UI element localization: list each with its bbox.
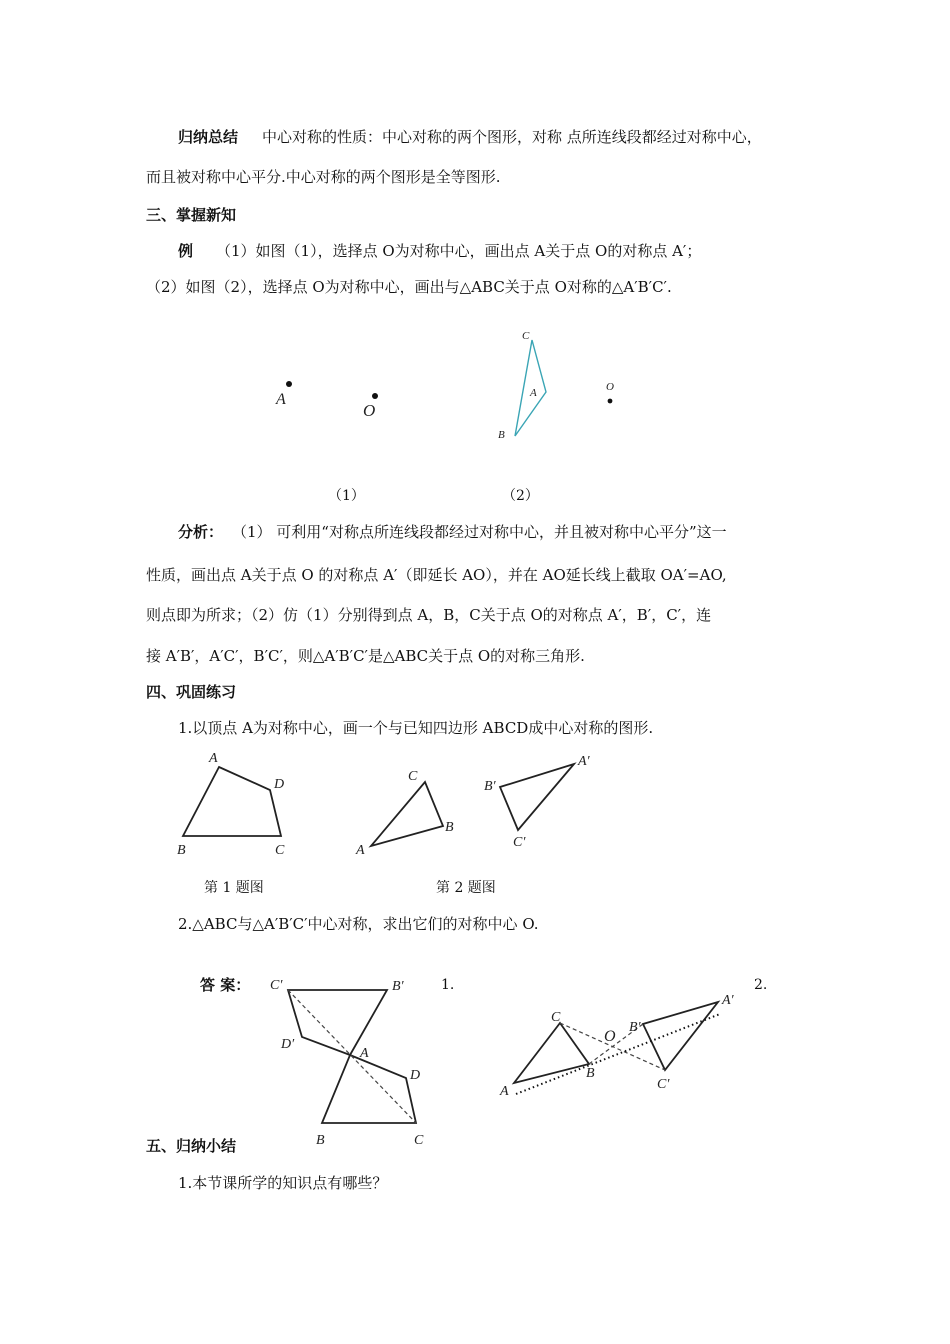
label-b: B (316, 1133, 325, 1148)
label-c1: C′ (270, 978, 283, 993)
label-a: A (276, 391, 286, 408)
exercise-1: 1.以顶点 A为对称中心，画一个与已知四边形 ABCD成中心对称的图形. (178, 719, 654, 737)
label-d: D (274, 777, 285, 792)
answer-figure-1 (270, 978, 424, 1148)
section-4-heading: 四、巩固练习 (146, 683, 237, 701)
label-c: C (275, 843, 285, 858)
label-a: A (209, 751, 218, 766)
reflected-quadrilateral (288, 990, 387, 1055)
summary-label: 归纳总结 (178, 128, 239, 146)
label-a: A (360, 1046, 369, 1061)
example-line-1: （1）如图（1），选择点 O为对称中心，画出点 A关于点 O的对称点 A′； (216, 242, 702, 260)
label-c: C (414, 1133, 424, 1148)
label-a: A (500, 1084, 509, 1099)
exercise-caption-1: 第 1 题图 (204, 880, 264, 896)
analysis-line-1: （1） 可利用“对称点所连线段都经过对称中心，并且被对称中心平分”这一 (232, 523, 727, 541)
analysis-line-2: 性质，画出点 A关于点 O 的对称点 A′（即延长 AO），并在 AO延长线上截取 OA′=AO, (146, 566, 727, 584)
label-o: O (604, 1028, 616, 1045)
figure-caption-1: （1） (328, 488, 365, 504)
label-o: O (606, 381, 614, 393)
exercise-caption-2: 第 2 题图 (436, 880, 496, 896)
label-b1: B′ (629, 1020, 641, 1035)
label-c: C (408, 769, 418, 784)
dotted-aa1 (516, 1014, 720, 1094)
example-label: 例 (178, 242, 194, 260)
label-c: C (551, 1010, 561, 1025)
summary-line-2: 而且被对称中心平分.中心对称的两个图形是全等图形. (146, 168, 501, 186)
label-c1: C′ (513, 835, 526, 850)
original-quadrilateral (322, 1055, 416, 1123)
answer-number-1: 1. (441, 977, 455, 993)
label-b: B (498, 429, 505, 441)
label-b: B (177, 843, 186, 858)
recap-question-1: 1.本节课所学的知识点有哪些？ (178, 1174, 388, 1192)
triangle-a1b1c1 (643, 1002, 718, 1070)
exercise-2: 2.△ABC与△A′B′C′中心对称，求出它们的对称中心 O. (178, 915, 539, 933)
answer-label: 答 案： (200, 976, 251, 994)
label-a: A (530, 387, 537, 399)
label-a1: A′ (578, 754, 590, 769)
label-a1: A′ (722, 993, 734, 1008)
analysis-line-4: 接 A′B′，A′C′，B′C′，则△A′B′C′是△ABC关于点 O的对称三角形. (146, 647, 585, 665)
example-line-2: （2）如图（2），选择点 O为对称中心，画出与△ABC关于点 O对称的△A′B′C′. (146, 278, 672, 296)
answer-figure-2 (499, 993, 735, 1099)
label-c: C (522, 330, 530, 342)
summary-line-1: 中心对称的性质：中心对称的两个图形，对称 点所连线段都经过对称中心， (262, 128, 762, 146)
answer-number-2: 2. (754, 977, 768, 993)
figure-caption-2: （2） (502, 488, 539, 504)
section-3-heading: 三、掌握新知 (146, 206, 237, 224)
label-b: B (586, 1066, 595, 1081)
label-d: D (410, 1068, 421, 1083)
label-b: B (445, 820, 454, 835)
label-c1: C′ (657, 1077, 670, 1092)
label-b1: B′ (484, 779, 496, 794)
triangle-abc (514, 1023, 589, 1083)
label-d1: D′ (281, 1037, 295, 1052)
label-b1: B′ (392, 979, 404, 994)
label-o: O (363, 401, 376, 420)
dashed-segment (288, 990, 416, 1123)
label-a: A (356, 843, 365, 858)
analysis-line-3: 则点即为所求；（2）仿（1）分别得到点 A，B，C关于点 O的对称点 A′，B′，C′，连 (146, 606, 712, 624)
section-5-heading: 五、归纳小结 (146, 1137, 237, 1155)
analysis-label: 分析： (178, 523, 224, 541)
